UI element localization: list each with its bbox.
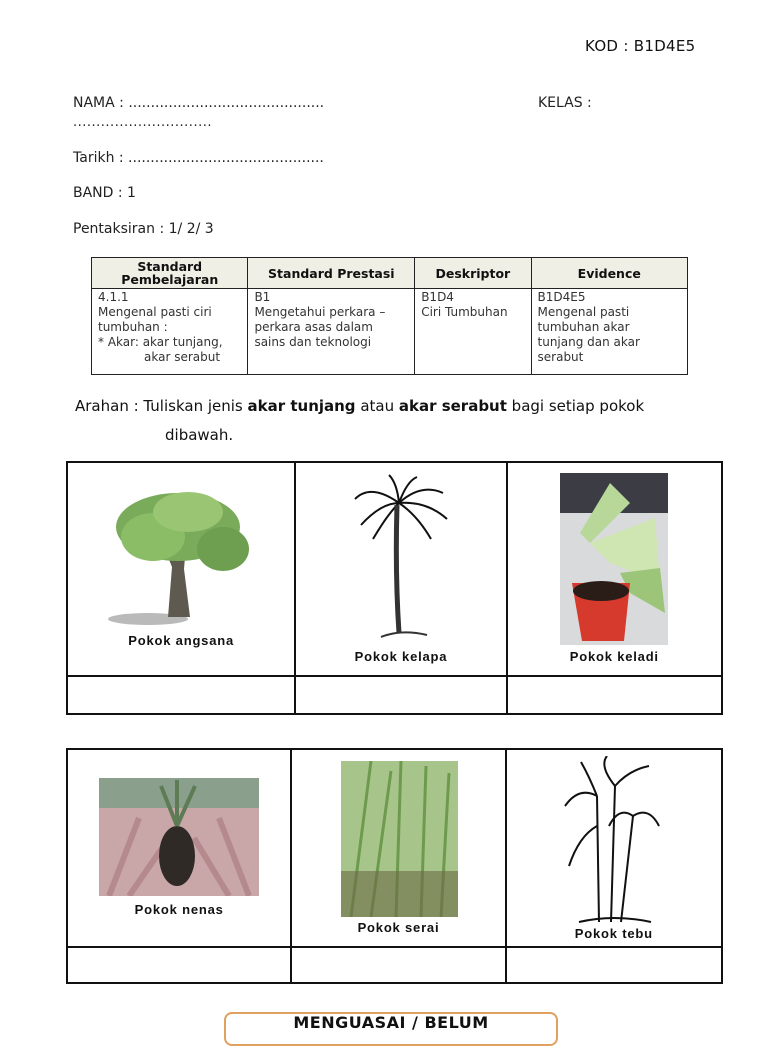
instruction-middle: atau <box>355 397 399 415</box>
assessment-label: Pentaksiran : 1/ 2/ 3 <box>73 221 214 237</box>
name-field[interactable]: NAMA : ............................................ <box>73 95 325 111</box>
cell-prestasi <box>248 289 415 375</box>
instruction-bold-serabut: akar serabut <box>398 397 507 415</box>
answer-box-serai[interactable] <box>291 947 505 983</box>
header-deskriptor: Deskriptor <box>415 258 531 289</box>
mastery-banner-text: MENGUASAI / BELUM <box>293 1013 489 1032</box>
cell-text: Ciri Tumbuhan <box>421 305 508 319</box>
answer-box-nenas[interactable] <box>67 947 291 983</box>
sugarcane-image <box>559 756 669 924</box>
cell-pembelajaran <box>92 289 248 375</box>
cell-deskriptor <box>415 289 531 375</box>
class-field[interactable]: KELAS : <box>538 95 592 111</box>
instruction-suffix: bagi setiap pokok <box>506 397 645 415</box>
plants-grid-1 <box>66 461 723 715</box>
pineapple-image <box>99 778 259 896</box>
instruction-text <box>75 392 725 450</box>
answer-box-tebu[interactable] <box>506 947 722 983</box>
cell-code: B1D4E5 <box>537 290 586 304</box>
plant-cell-nenas <box>67 749 291 947</box>
answer-box-angsana[interactable] <box>67 676 295 714</box>
plant-caption: Pokok kelapa <box>354 649 448 664</box>
plant-cell-serai <box>291 749 505 947</box>
plant-caption: Pokok angsana <box>128 633 235 648</box>
cell-text: Mengenal pasti <box>537 305 630 319</box>
worksheet-code: KOD : B1D4E5 <box>585 37 696 55</box>
cell-text: sains dan teknologi <box>254 335 372 349</box>
answer-box-keladi[interactable] <box>507 676 722 714</box>
header-standard-prestasi: Standard Prestasi <box>248 258 415 289</box>
cell-text: tumbuhan akar <box>537 320 630 334</box>
cell-text: serabut <box>537 350 584 364</box>
cell-text: * Akar: akar tunjang, <box>98 335 223 349</box>
plants-grid-2 <box>66 748 723 984</box>
cell-text: tunjang dan akar <box>537 335 640 349</box>
band-label: BAND : 1 <box>73 185 136 201</box>
coconut-palm-image <box>351 473 451 645</box>
plant-caption: Pokok keladi <box>569 649 659 664</box>
plant-caption: Pokok serai <box>357 920 440 935</box>
tree-image <box>98 487 258 627</box>
cell-code: 4.1.1 <box>98 290 129 304</box>
cell-text: tumbuhan : <box>98 320 168 334</box>
header-standard-pembelajaran: Standard Pembelajaran <box>92 258 248 289</box>
cell-text: perkara asas dalam <box>254 320 373 334</box>
cell-text: Mengenal pasti ciri <box>98 305 212 319</box>
plant-cell-tebu <box>506 749 722 947</box>
cell-text: Mengetahui perkara – <box>254 305 386 319</box>
cell-text: akar serabut <box>144 350 221 364</box>
plant-cell-keladi <box>507 462 722 676</box>
lemongrass-image <box>341 761 458 917</box>
cell-code: B1 <box>254 290 271 304</box>
mastery-banner <box>224 1012 558 1046</box>
plant-cell-kelapa <box>295 462 506 676</box>
caladium-image <box>560 473 668 645</box>
class-field-blank[interactable]: .............................. <box>73 115 212 130</box>
standards-table <box>91 257 688 375</box>
plant-caption: Pokok nenas <box>134 902 224 917</box>
answer-box-kelapa[interactable] <box>295 676 506 714</box>
cell-evidence <box>531 289 687 375</box>
header-evidence: Evidence <box>531 258 687 289</box>
instruction-bold-tunjang: akar tunjang <box>247 397 356 415</box>
cell-code: B1D4 <box>421 290 454 304</box>
date-field[interactable]: Tarikh : ............................................ <box>73 150 324 166</box>
plant-caption: Pokok tebu <box>574 926 653 941</box>
instruction-prefix: Arahan : Tuliskan jenis <box>75 397 248 415</box>
instruction-line2: dibawah. <box>165 426 234 444</box>
plant-cell-angsana <box>67 462 295 676</box>
